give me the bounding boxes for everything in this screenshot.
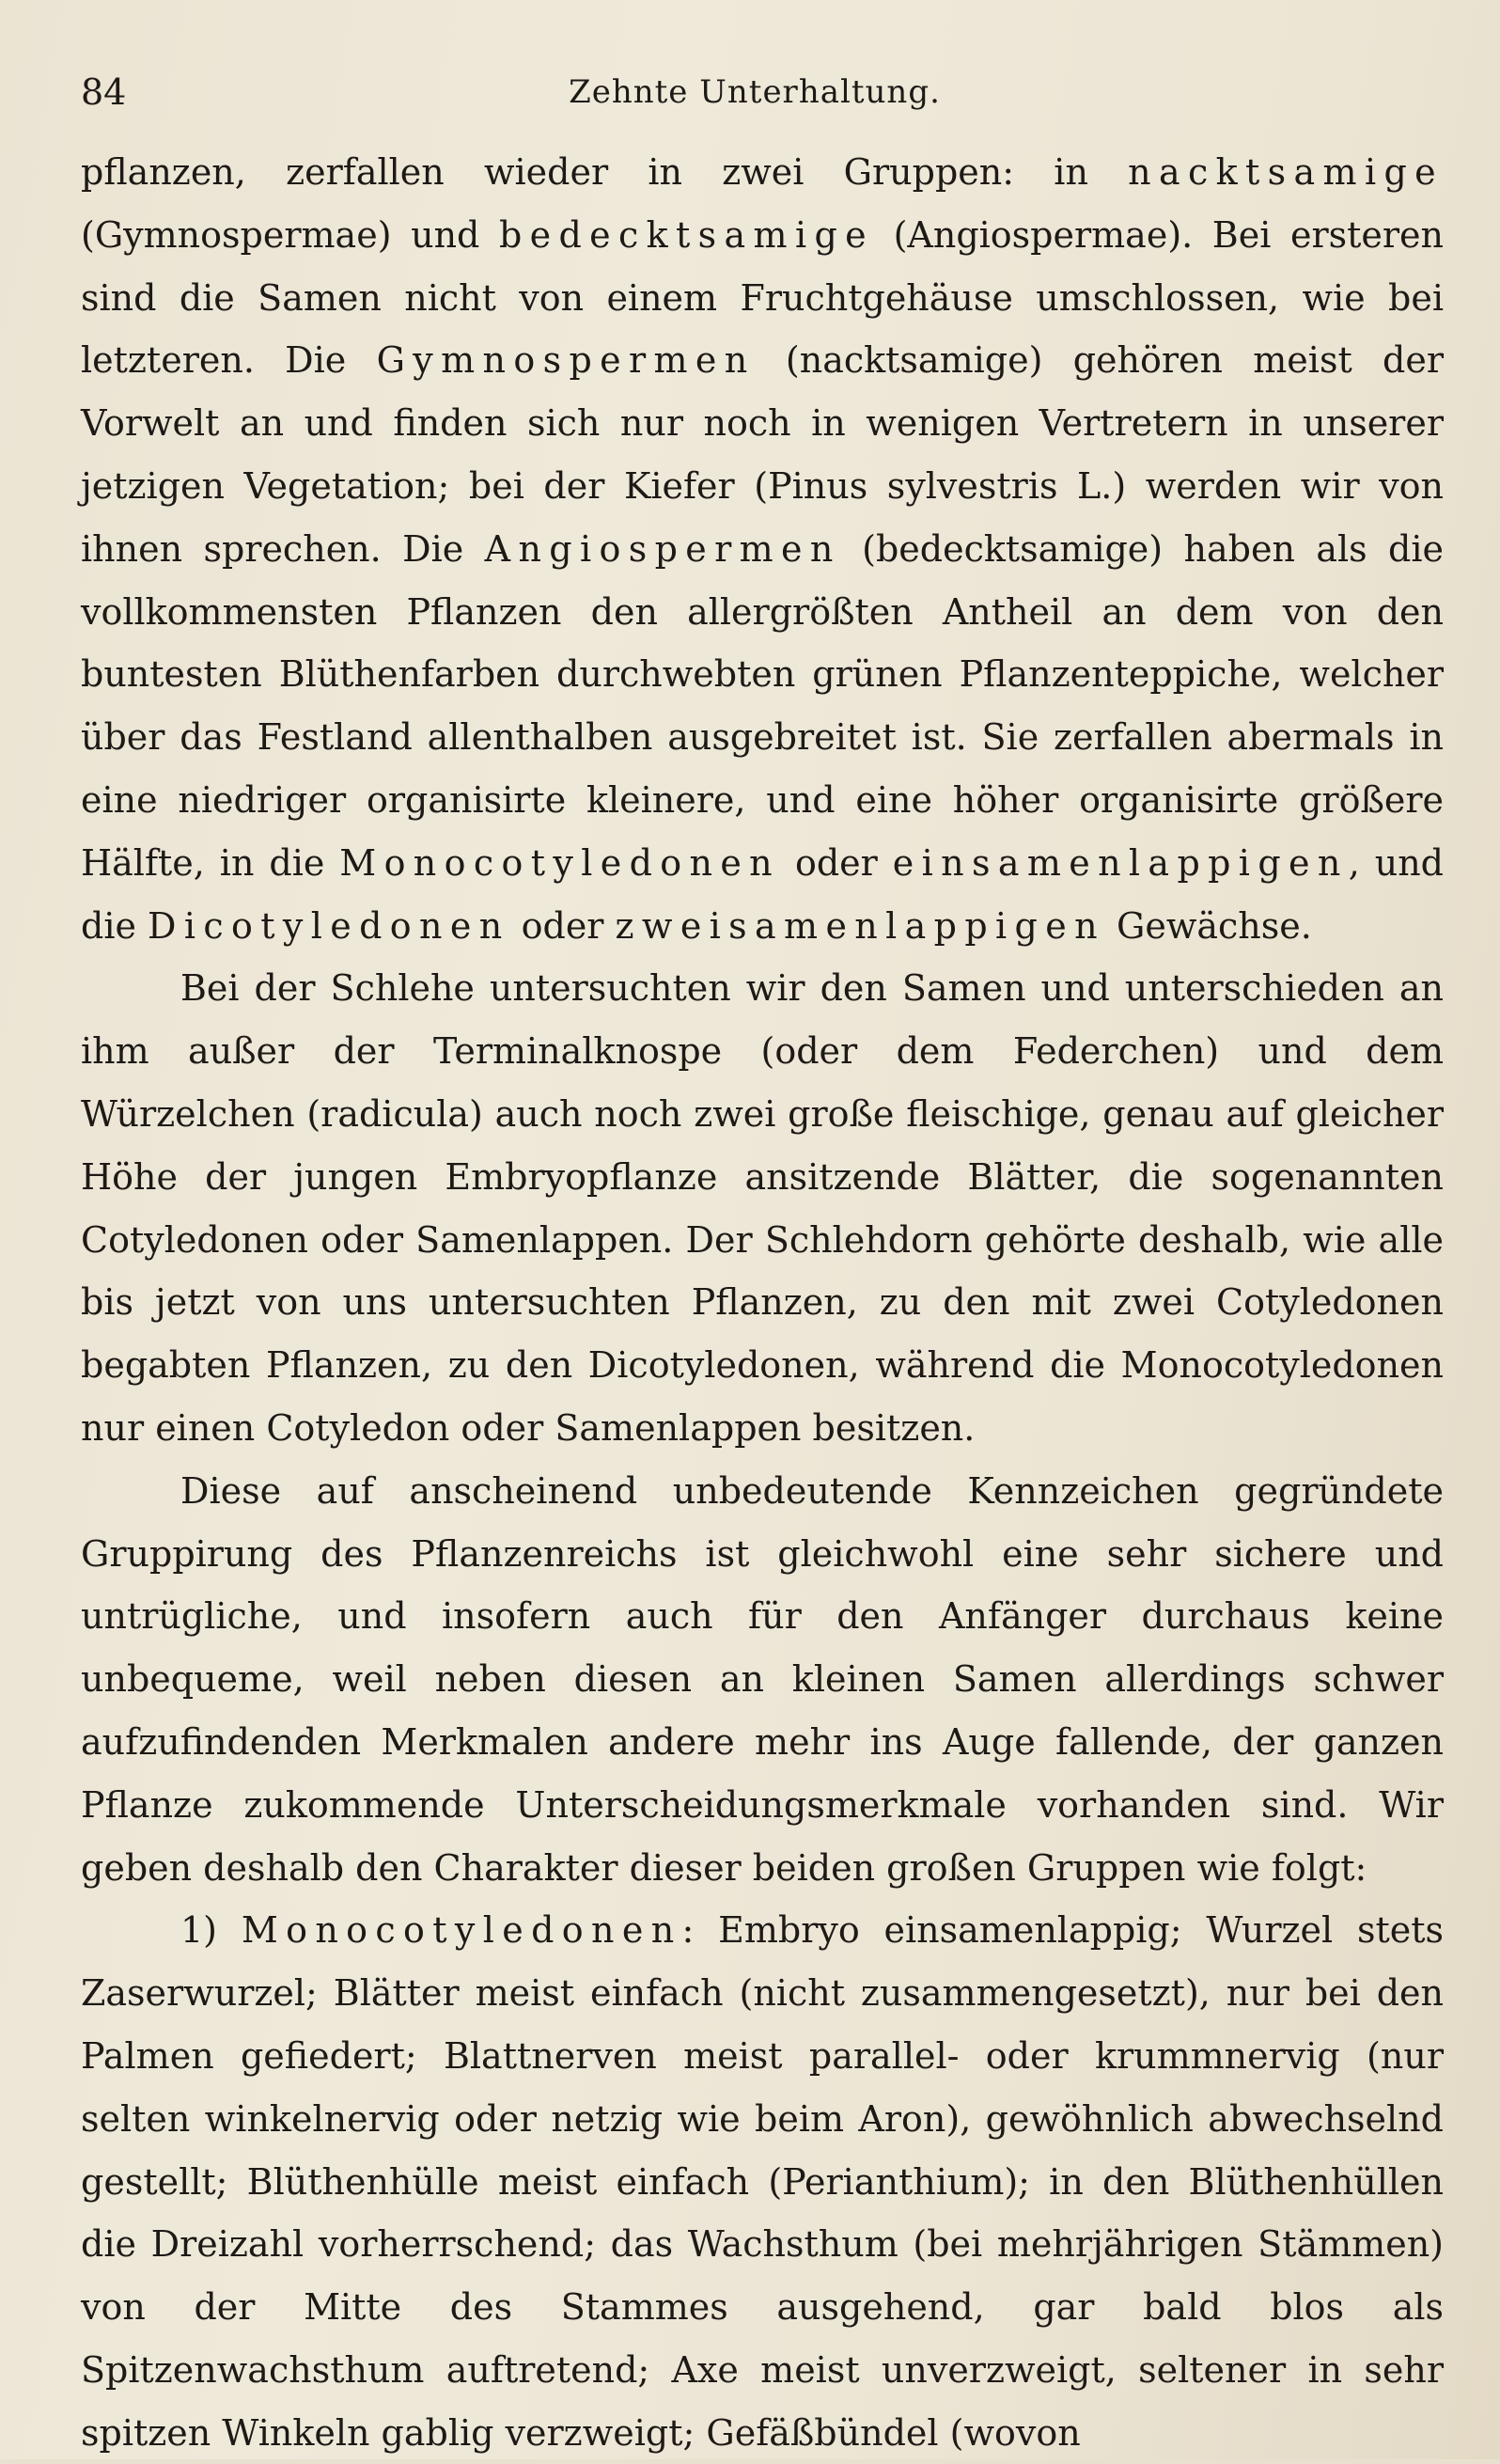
text-run: : Embryo einsamenlappig; Wurzel stets Zaserwurzel; Blätter meist einfach (nicht zusammengesetzt), nur bei den Palmen gefiedert; Blattnerven meist parallel- oder krummnervig (nur selten winkelnervig oder netzig wie beim Aron), gewöhnlich abwechselnd gestellt; Blüthenhülle meist einfach (Perianthium); in den Blüthenhüllen die Dreizahl vorherrschend; das Wachsthum (bei mehrjährigen Stämmen) von der Mitte des Stammes ausgehend, gar bald blos als Spitzenwachsthum auftretend; Axe meist unverzweigt, seltener in sehr spitzen Winkeln gablig verzweigt; Gefäßbündel (wovon [81,1909,1444,2454]
spaced-term: Monocotyledonen [339,841,781,884]
text-run: pflanzen, zerfallen wieder in zwei Gruppen: in [81,151,1129,193]
paragraph-gymnosperms-angiosperms [81,141,1444,957]
spaced-term: Gymnospermen [376,339,756,382]
paragraph-gruppirung: Diese auf anscheinend unbedeutende Kennzeichen gegründete Gruppirung des Pflanzenreichs ist gleichwohl eine sehr sichere und untrügliche, und insofern auch für den Anfänger durchaus keine unbequeme, weil neben diesen an kleinen Samen allerdings schwer aufzufindenden Merkmalen andere mehr ins Auge fallende, der ganzen Pflanze zukommende Unterscheidungsmerkmale vorhanden sind. Wir geben deshalb den Charakter dieser beiden großen Gruppen wie folgt: [81,1469,1444,1889]
text-run: (Gymnospermae) und [81,213,499,256]
text-run: (nacktsamige) gehören meist der Vorwelt an und finden sich nur noch in wenigen Vertretern in unserer jetzigen Vegetation; bei der Kiefer (Pinus sylvestris L.) werden wir von ihnen sprechen. Die [81,339,1444,570]
text-run: Gewächse. [1104,904,1312,947]
text-run: , und die [81,841,1445,947]
spaced-term: bedecktsamige [498,213,874,256]
spaced-term: nacktsamige [1128,151,1444,193]
page-number: 84 [81,71,127,113]
paragraph-schlehe: Bei der Schlehe untersuchten wir den Samen und unterschieden an ihm außer der Terminalknospe (oder dem Federchen) und dem Würzelchen (radicula) auch noch zwei große fleischige, genau auf gleicher Höhe der jungen Embryopflanze ansitzende Blätter, die sogenannten Cotyledonen oder Samenlappen. Der Schlehdorn gehörte deshalb, wie alle bis jetzt von uns untersuchten Pflanzen, zu den mit zwei Cotyledonen begabten Pflanzen, zu den Dicotyledonen, während die Monocotyledonen nur einen Cotyledon oder Samenlappen besitzen. [81,967,1444,1449]
spaced-term: einsamenlappigen [892,841,1349,884]
body-text [81,141,1444,2464]
text-run: oder [509,904,616,947]
spaced-term: Angiospermen [484,527,841,570]
item-number: 1) [180,1909,242,1952]
text-run: (Angiospermae). Bei ersteren sind die Samen nicht von einem Fruchtgehäuse umschlossen, wie bei letzteren. Die [81,213,1444,382]
spaced-term: zweisamenlappigen [615,904,1105,947]
page-header [81,64,1429,120]
text-run: (bedecktsamige) haben als die vollkommensten Pflanzen den allergrößten Antheil an dem von den buntesten Blüthenfarben durchwebten grünen Pflanzenteppiche, welcher über das Festland allenthalben ausgebreitet ist. Sie zerfallen abermals in eine niedriger organisirte kleinere, und eine höher organisirte größere Hälfte, in die [81,527,1444,884]
running-title: Zehnte Unterhaltung. [569,73,941,111]
list-item-monocotyledonen [81,1899,1444,2464]
text-run: oder [780,841,893,884]
spaced-term: Dicotyledonen [148,904,510,947]
spaced-term: Monocotyledonen [241,1909,682,1952]
